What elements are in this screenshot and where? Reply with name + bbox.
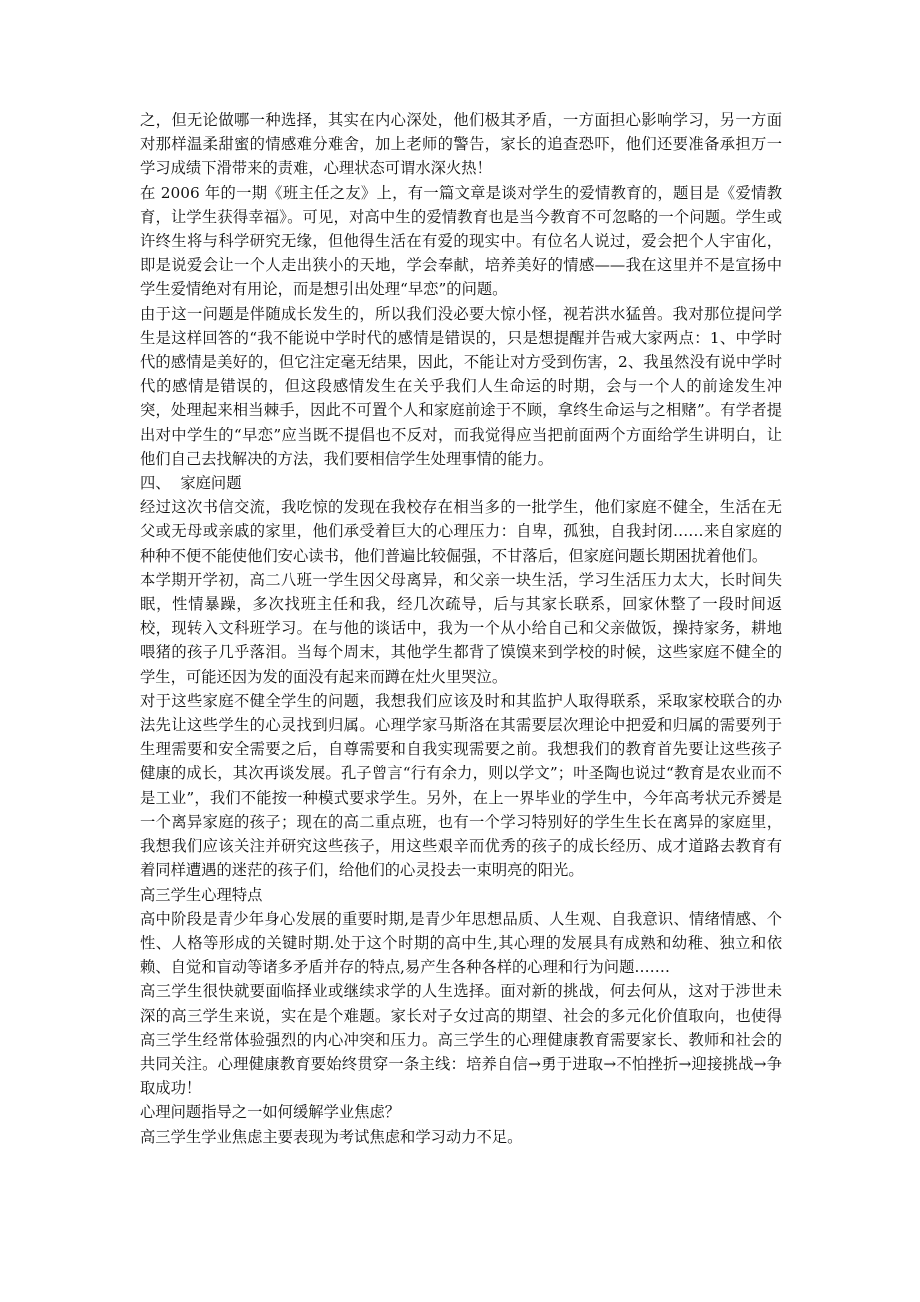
paragraph-7: 高中阶段是青少年身心发展的重要时期,是青少年思想品质、人生观、自我意识、情绪情感、个性、人格等形成的关键时期.处于这个时期的高中生,其心理的发展具有成熟和幼稚、独立和依赖、自觉和盲动等诸多矛盾并存的特点,易产生各种各样的心理和行为问题……. xyxy=(140,909,782,977)
document-page xyxy=(140,108,782,1149)
paragraph-4: 经过这次书信交流，我吃惊的发现在我校存在相当多的一批学生，他们家庭不健全，生活在无父或无母或亲戚的家里，他们承受着巨大的心理压力：自卑，孤独，自我封闭……来自家庭的种种不便不能使他们安心读书，他们普遍比较倔强，不甘落后，但家庭问题长期困扰着他们。 xyxy=(140,498,782,565)
paragraph-5: 本学期开学初，高二八班一学生因父母离异，和父亲一块生活，学习生活压力太大，长时间失眠，性情暴躁，多次找班主任和我，经几次疏导，后与其家长联系，回家休整了一段时间返校，现转入文科班学习。在与他的谈话中，我为一个从小给自己和父亲做饭，操持家务，耕地喂猪的孩子几乎落泪。当每个周末，其他学生都背了馍馍来到学校的时候，这些家庭不健全的学生，可能还因为发的面没有起来而蹲在灶火里哭泣。 xyxy=(140,570,782,686)
section-heading-senior-psychology: 高三学生心理特点 xyxy=(140,885,263,904)
paragraph-6: 对于这些家庭不健全学生的问题，我想我们应该及时和其监护人取得联系，采取家校联合的办法先让这些学生的心灵找到归属。心理学家马斯洛在其需要层次理论中把爱和归属的需要列于生理需要和安全需要之后，自尊需要和自我实现需要之前。我想我们的教育首先要让这些孩子健康的成长，其次再谈发展。孔子曾言“行有余力，则以学文”；叶圣陶也说过“教育是农业而不是工业”，我们不能按一种模式要求学生。另外，在上一界毕业的学生中，今年高考状元乔赟是一个离异家庭的孩子；现在的高二重点班，也有一个学习特别好的学生生长在离异的家庭里，我想我们应该关注并研究这些孩子，用这些艰辛而优秀的孩子的成长经历、成才道路去教育有着同样遭遇的迷茫的孩子们，给他们的心灵投去一束明亮的阳光。 xyxy=(140,691,782,880)
paragraph-3: 由于这一问题是伴随成长发生的，所以我们没必要大惊小怪，视若洪水猛兽。我对那位提问学生是这样回答的“我不能说中学时代的感情是错误的，只是想提醒并告戒大家两点：1、中学时代的感情是美好的，但它注定毫无结果，因此，不能让对方受到伤害，2、我虽然没有说中学时代的感情是错误的，但这段感情发生在关乎我们人生命运的时期，会与一个人的前途发生冲突，处理起来相当棘手，因此不可置个人和家庭前途于不顾，拿终生命运与之相赌”。有学者提出对中学生的“早恋”应当既不提倡也不反对，而我觉得应当把前面两个方面给学生讲明白，让他们自己去找解决的方法，我们要相信学生处理事情的能力。 xyxy=(140,304,782,468)
paragraph-1: 之，但无论做哪一种选择，其实在内心深处，他们极其矛盾，一方面担心影响学习，另一方面对那样温柔甜蜜的情感难分难舍，加上老师的警告，家长的追查恐吓，他们还要准备承担万一学习成绩下滑带来的责难，心理状态可谓水深火热！ xyxy=(140,111,782,178)
section-heading-anxiety-guidance: 心理问题指导之一如何缓解学业焦虑？ xyxy=(140,1103,401,1122)
paragraph-9: 高三学生学业焦虑主要表现为考试焦虑和学习动力不足。 xyxy=(140,1127,523,1146)
paragraph-8: 高三学生很快就要面临择业或继续求学的人生选择。面对新的挑战，何去何从，这对于涉世未深的高三学生来说，实在是个难题。家长对子女过高的期望、社会的多元化价值取向，也使得高三学生经常体验强烈的内心冲突和压力。高三学生的心理健康教育需要家长、教师和社会的共同关注。心理健康教育要始终贯穿一条主线：培养自信→勇于进取→不怕挫折→迎接挑战→争取成功！ xyxy=(140,982,782,1098)
paragraph-2: 在 2006 年的一期《班主任之友》上，有一篇文章是谈对学生的爱情教育的，题目是《爱情教育，让学生获得幸福》。可见，对高中生的爱情教育也是当今教育不可忽略的一个问题。学生或许终生将与科学研究无缘，但他得生活在有爱的现实中。有位名人说过，爱会把个人宇宙化，即是说爱会让一个人走出狭小的天地，学会奉献，培养美好的情感——我在这里并不是宣扬中学生爱情绝对有用论，而是想引出处理“早恋”的问题。 xyxy=(140,183,782,299)
section-heading-family-issues: 四、 家庭问题 xyxy=(140,474,242,493)
